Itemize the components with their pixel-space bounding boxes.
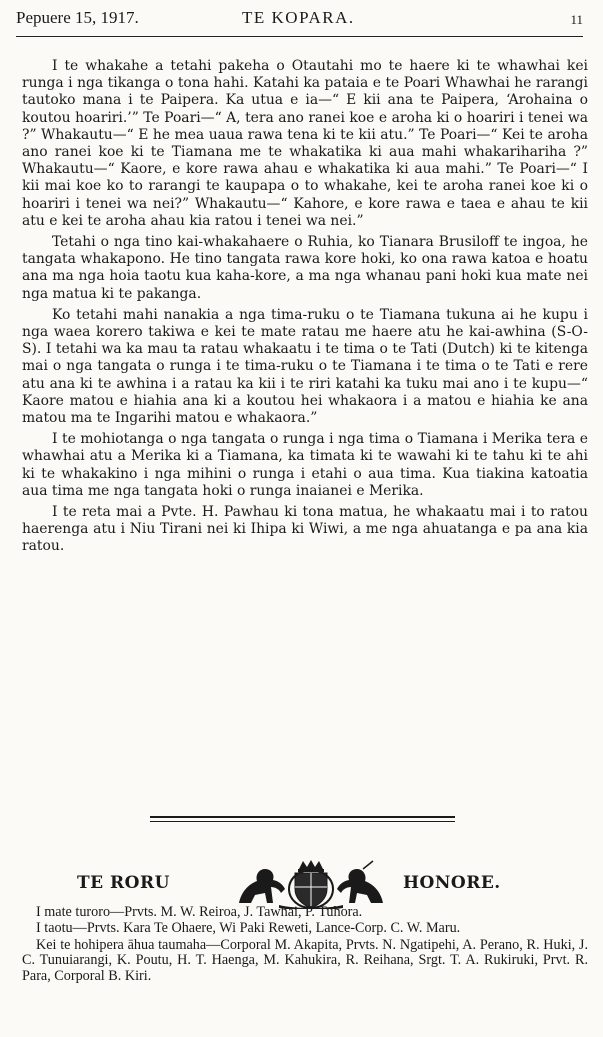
roll-title-right: HONORE. — [403, 873, 501, 893]
roll-title-left: TE RORU — [77, 873, 170, 893]
article-paragraph: Tetahi o nga tino kai-whakahaere o Ruhia, ko Tianara Brusiloff te ingoa, he tangata whakapono. He tino tangata rawa kore hoki, ko ona rawa katoa e hoatu ana ma nga hoia taotu kua kaha-kore, a ma nga whanau pani hoki kua mate nei nga matua ki te pakanga. — [22, 234, 588, 302]
section-divider — [150, 821, 455, 822]
page-header — [16, 6, 583, 32]
header-rule — [16, 36, 583, 37]
roll-entry: I taotu—Prvts. Kara Te Ohaere, Wi Paki Reweti, Lance-Corp. C. W. Maru. — [36, 920, 461, 937]
article-body — [22, 58, 588, 560]
roll-entry: Kei te hohipera āhua taumaha—Corporal M. Akapita, Prvts. N. Ngatipehi, A. Perano, R. Huki, J. C. Tunuiarangi, K. Poutu, H. T. Haenga, M. Kahukira, R. Reihana, Srgt. T. A. Rukiruki, Prvt. R. Para, Corporal B. Kiri. — [22, 936, 588, 984]
article-paragraph: I te reta mai a Pvte. H. Pawhau ki tona matua, he whakaatu mai i to ratou haerenga atu i Niu Tirani nei ki Ihipa ki Wiwi, a me nga ahuatanga e pa ana kia ratou. — [22, 504, 588, 555]
article-paragraph: I te whakahe a tetahi pakeha o Otautahi mo te haere ki te whawhai kei runga i nga tikanga o tona hahi. Katahi ka pataia e te Poari Whawhai he rarangi tautoko mana i te Paipera. Ka utua e ia—“ E kii ana te Paipera, ‘Arohaina o koutou hoariri.’” Te Poari—“ A, tera ano ranei koe e aroha ki o hoariri i tenei wa ?” Whakautu—“ E he mea uaua rawa tena ki te kii atu.” Te Poari—“ Kei te aroha ano ranei koe ki te Tiamana me te whakatika ki aua mahi whakarihariha ?” Whakautu—“ Kaore, e kore rawa ahau e whakatika ki aua mahi.” Te Poari—“ I kii mai koe ko to rarangi te kaupapa o to whakahe, kei te aroha ranei koe ki o hoariri i tenei wa nei?” Whakautu—“ Kahore, e kore rawa e taea e ahau te kii atu e kei te aroha ahau kia ratou i tenei wa nei.” — [22, 58, 588, 229]
page-number: 11 — [570, 12, 583, 27]
issue-date: Pepuere 15, 1917. — [16, 8, 139, 27]
article-paragraph: Ko tetahi mahi nanakia a nga tima-ruku o te Tiamana tukuna ai he kupu i nga waea korero takiwa e kei te mate ratau me haere atu he kai-awhina (S-O-S). I tetahi wa ka mau ta ratau whakaatu i te tima o te Tati (Dutch) ki te kitenga mai o nga tangata o runga i te tima-ruku o te Tiamana i te tima o te Tati e rere atu ana ki te awhina i a ratau ka kii i te riri katahi ka tuku mai ano i te kupu—“ Kaore matou e hiahia ana ki a koutou hei whakaora i a matou e hiahia ke ana matou ma te Ingarihi matou e whakaora.” — [22, 306, 588, 427]
publication-title: TE KOPARA. — [242, 8, 355, 27]
section-divider — [150, 816, 455, 818]
royal-coat-of-arms-icon — [231, 859, 391, 909]
article-paragraph: I te mohiotanga o nga tangata o runga i nga tima o Tiamana i Merika tera e whawhai atu a Merika ki a Tiamana, ka timata ki te wawahi ki te tahu ki te ahi ki te whakakino i nga mihini o runga i etahi o aua tima. Kua tiakina katoatia aua tima me nga tangata hoki o runga inaianei e Merika. — [22, 431, 588, 499]
roll-of-honour-list — [22, 905, 588, 985]
roll-entry: I mate turoro—Prvts. M. W. Reiroa, J. Tawhai, P. Tuhora. — [36, 904, 363, 920]
